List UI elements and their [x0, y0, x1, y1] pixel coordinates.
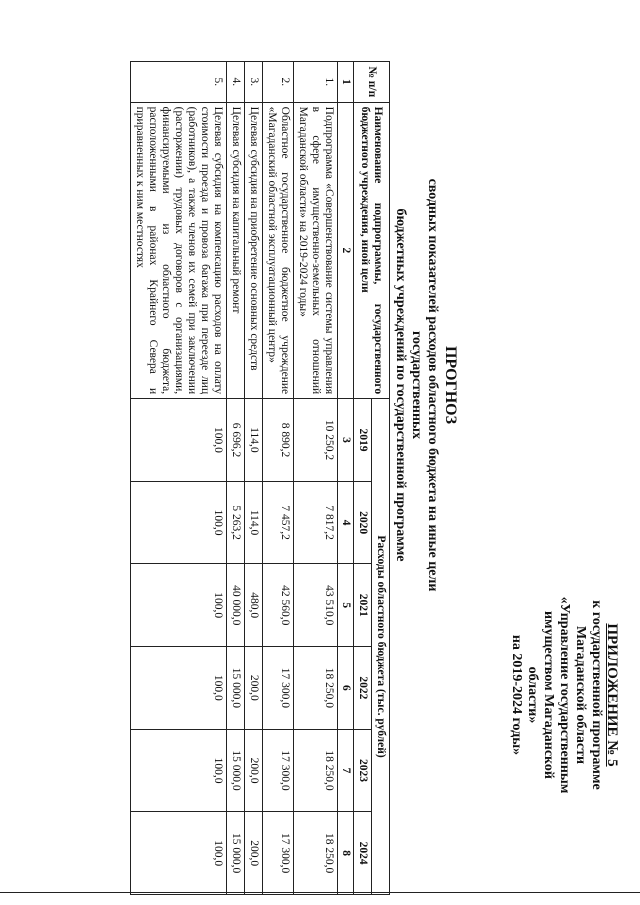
row-name: Целевая субсидия на приобретение основных средств — [245, 102, 263, 398]
row-value: 18 250,0 — [294, 812, 338, 895]
row-value: 15 000,0 — [227, 812, 245, 895]
row-value: 18 250,0 — [294, 647, 338, 730]
appendix-line: «Управление государственным — [557, 596, 572, 794]
row-value: 8 890,2 — [263, 399, 294, 482]
header-name: Наименование подпрограммы, государственного бюджетного учреждения, иной цели — [354, 102, 390, 398]
title-line: бюджетных учреждений по государственной программе — [393, 208, 408, 562]
index-cell: 4 — [338, 481, 354, 564]
row-value: 200,0 — [245, 729, 263, 812]
row-num: 1. — [294, 62, 338, 103]
row-name: Целевая субсидия на компенсацию расходов на оплату стоимости проезда и провоза багажа при переезде лиц (работников), а также членов их семей при заключении (расторжении) трудовых договоров с организациями, финансируемыми из областного бюджета, расположенными в районах Крайнего Севера и приравненных к ним местностях — [131, 102, 227, 398]
budget-table — [130, 61, 390, 895]
row-value: 5 263,2 — [227, 481, 245, 564]
table-header-row — [372, 62, 390, 895]
row-value: 100,0 — [131, 647, 227, 730]
table-row — [263, 62, 294, 895]
row-value: 100,0 — [131, 812, 227, 895]
table-row — [245, 62, 263, 895]
row-name: Областное государственное бюджетное учреждение «Магаданский областной эксплуатационный центр» — [263, 102, 294, 398]
appendix-heading: ПРИЛОЖЕНИЕ № 5 — [604, 623, 620, 767]
header-year: 2020 — [354, 481, 372, 564]
row-value: 100,0 — [131, 399, 227, 482]
index-row — [338, 62, 354, 895]
row-value: 200,0 — [245, 647, 263, 730]
title-line: сводных показателей расходов областного бюджета на иные цели государственных — [409, 178, 440, 592]
appendix-line: области» — [525, 666, 540, 724]
index-cell: 3 — [338, 399, 354, 482]
row-name: Подпрограмма «Совершенствование системы управления в сфере имущественно-земельных отношений Магаданской области» на 2019-2024 годы» — [294, 102, 338, 398]
header-year: 2019 — [354, 399, 372, 482]
header-year: 2021 — [354, 564, 372, 647]
title-main: ПРОГНОЗ — [442, 345, 459, 425]
table-row — [131, 62, 227, 895]
row-value: 17 300,0 — [263, 812, 294, 895]
table-row — [227, 62, 245, 895]
document-title — [392, 150, 458, 620]
header-group: Расходы областного бюджета (тыс. рублей) — [372, 399, 390, 895]
index-cell: 1 — [338, 62, 354, 103]
appendix-line: имуществом Магаданской — [541, 610, 556, 779]
row-value: 15 000,0 — [227, 647, 245, 730]
header-year: 2024 — [354, 812, 372, 895]
row-value: 7 817,2 — [294, 481, 338, 564]
header-year: 2022 — [354, 647, 372, 730]
index-cell: 8 — [338, 812, 354, 895]
index-cell: 7 — [338, 729, 354, 812]
row-value: 17 300,0 — [263, 729, 294, 812]
row-value: 114,0 — [245, 481, 263, 564]
row-num: 4. — [227, 62, 245, 103]
row-value: 42 560,0 — [263, 564, 294, 647]
row-value: 100,0 — [131, 729, 227, 812]
row-name: Целевая субсидия на капитальный ремонт — [227, 102, 245, 398]
appendix-block — [508, 510, 620, 880]
appendix-line: на 2019-2024 годы» — [509, 634, 524, 756]
row-value: 114,0 — [245, 399, 263, 482]
row-value: 15 000,0 — [227, 729, 245, 812]
row-value: 480,0 — [245, 564, 263, 647]
header-num: № п/п — [354, 62, 390, 103]
row-value: 6 696,2 — [227, 399, 245, 482]
header-year: 2023 — [354, 729, 372, 812]
row-value: 10 250,2 — [294, 399, 338, 482]
page-edge-line — [0, 892, 640, 893]
row-num: 5. — [131, 62, 227, 103]
row-value: 100,0 — [131, 481, 227, 564]
row-value: 40 000,0 — [227, 564, 245, 647]
index-cell: 2 — [338, 102, 354, 398]
row-num: 3. — [245, 62, 263, 103]
row-value: 100,0 — [131, 564, 227, 647]
table-row — [294, 62, 338, 895]
row-value: 43 510,0 — [294, 564, 338, 647]
row-value: 7 457,2 — [263, 481, 294, 564]
index-cell: 6 — [338, 647, 354, 730]
appendix-line: Магаданской области — [573, 625, 588, 765]
index-cell: 5 — [338, 564, 354, 647]
row-num: 2. — [263, 62, 294, 103]
row-value: 18 250,0 — [294, 729, 338, 812]
appendix-line: к государственной программе — [589, 600, 604, 790]
row-value: 17 300,0 — [263, 647, 294, 730]
row-value: 200,0 — [245, 812, 263, 895]
